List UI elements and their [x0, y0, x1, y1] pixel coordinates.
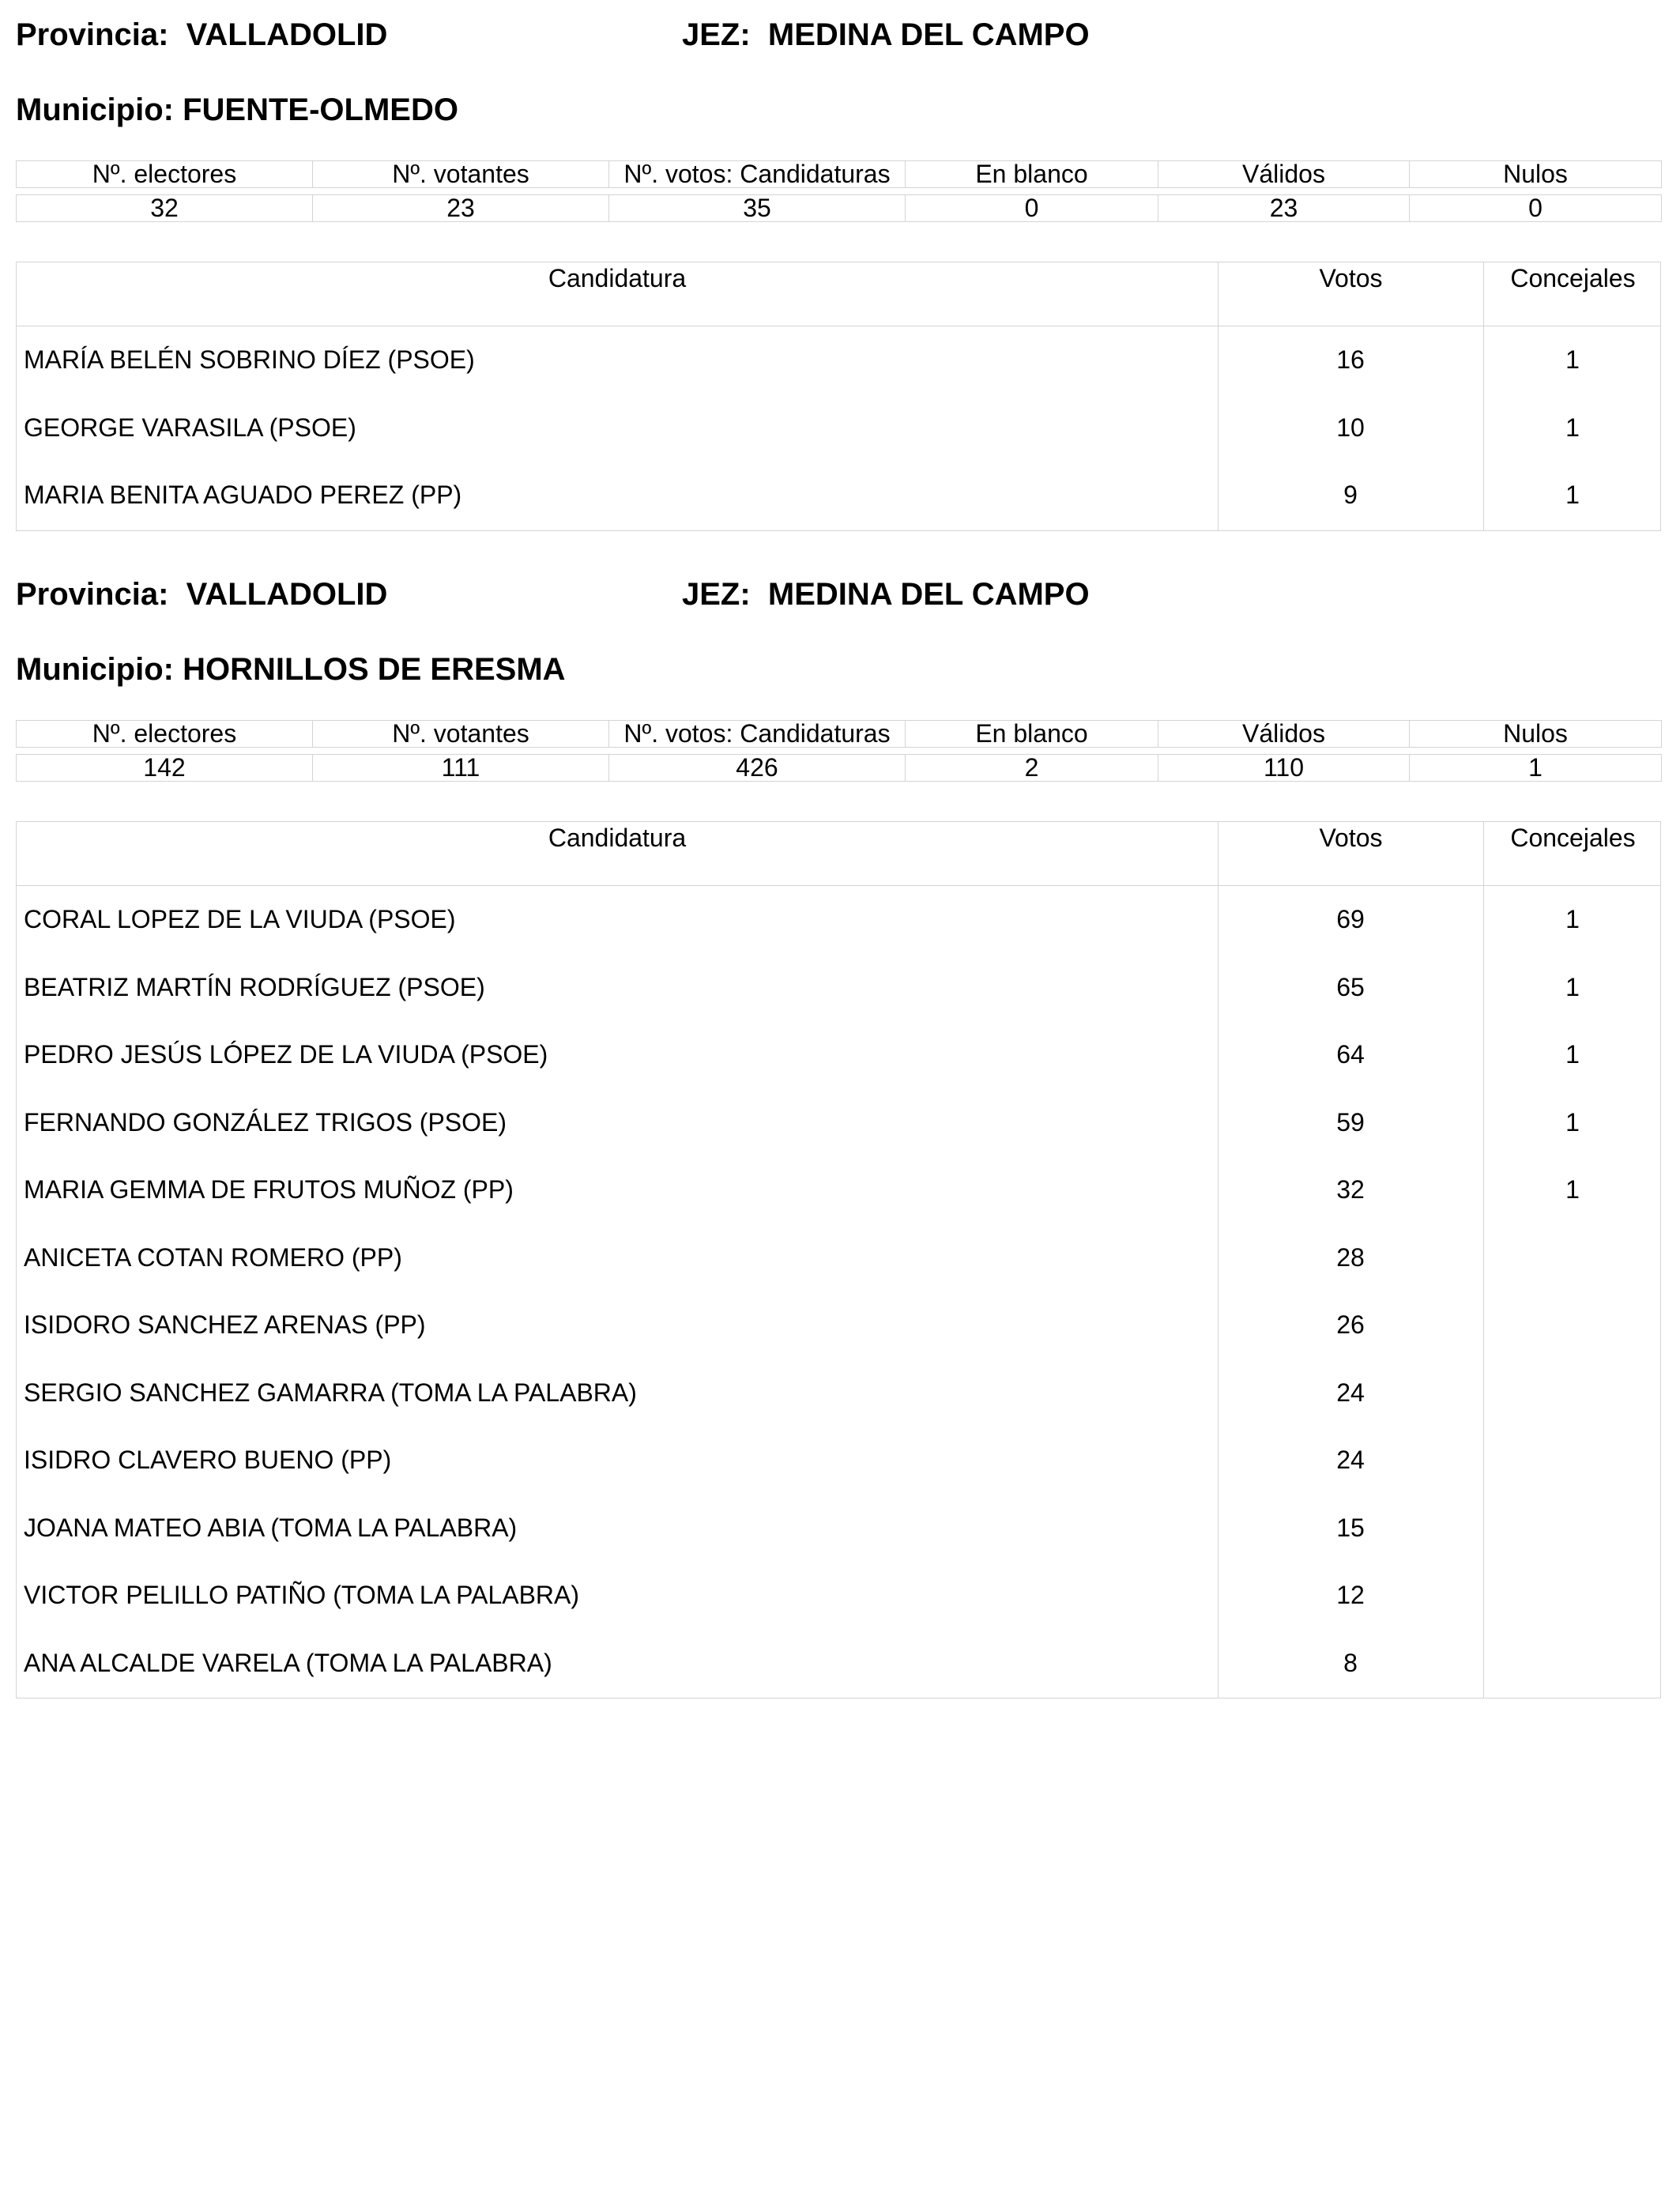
candidate-row	[17, 1630, 1660, 1698]
summary-values-row	[17, 755, 1662, 782]
validos-value: 110	[1158, 755, 1410, 782]
jez-label: JEZ:	[682, 17, 751, 52]
candidate-votes: 9	[1343, 481, 1358, 509]
candidate-name: PEDRO JESÚS LÓPEZ DE LA VIUDA (PSOE)	[24, 1040, 548, 1069]
nulos-header: Nulos	[1410, 161, 1662, 188]
votos-candidaturas-header: Nº. votos: Candidaturas	[609, 161, 906, 188]
provincia-label: Provincia:	[16, 17, 169, 52]
candidate-name: SERGIO SANCHEZ GAMARRA (TOMA LA PALABRA)	[24, 1378, 637, 1407]
candidate-concejales: 1	[1565, 1040, 1580, 1069]
candidate-concejales: 1	[1565, 1107, 1580, 1137]
provincia-value: VALLADOLID	[186, 17, 388, 52]
candidates-table	[16, 821, 1661, 1698]
jez-value: MEDINA DEL CAMPO	[767, 17, 1090, 52]
candidate-votes: 8	[1343, 1648, 1358, 1677]
candidate-votes: 64	[1336, 1040, 1365, 1069]
candidate-concejales	[1483, 1562, 1662, 1630]
votantes-value: 23	[313, 195, 609, 222]
candidate-row	[17, 1495, 1660, 1563]
candidate-row	[17, 326, 1660, 394]
candidate-name: BEATRIZ MARTÍN RODRÍGUEZ (PSOE)	[24, 972, 485, 1001]
candidate-name: VICTOR PELILLO PATIÑO (TOMA LA PALABRA)	[24, 1581, 580, 1609]
provincia-value: VALLADOLID	[186, 577, 388, 612]
summary-header-row	[17, 721, 1662, 748]
summary-stats-table	[16, 720, 1662, 782]
candidate-concejales: 1	[1565, 905, 1580, 933]
concejales-header: Concejales	[1483, 262, 1662, 326]
municipio-label: Municipio:	[16, 92, 174, 127]
electores-header: Nº. electores	[17, 721, 313, 748]
validos-header: Válidos	[1158, 161, 1410, 188]
votantes-header: Nº. votantes	[313, 721, 609, 748]
candidate-votes: 32	[1336, 1175, 1365, 1204]
candidate-votes: 10	[1336, 413, 1365, 442]
candidate-name: ISIDORO SANCHEZ ARENAS (PP)	[24, 1310, 426, 1339]
candidate-name: FERNANDO GONZÁLEZ TRIGOS (PSOE)	[24, 1107, 507, 1137]
en-blanco-header: En blanco	[906, 721, 1158, 748]
votos-header: Votos	[1218, 822, 1483, 885]
provincia-header	[16, 16, 387, 54]
candidate-name: ISIDRO CLAVERO BUENO (PP)	[24, 1446, 392, 1474]
provincia-header	[16, 575, 387, 613]
candidate-concejales: 1	[1565, 413, 1580, 442]
candidate-votes: 12	[1336, 1581, 1365, 1609]
electores-value: 142	[17, 755, 313, 782]
candidates-body	[17, 886, 1660, 1698]
candidate-votes: 69	[1336, 905, 1365, 933]
municipio-header	[16, 91, 458, 129]
candidate-votes: 24	[1336, 1446, 1365, 1474]
candidate-votes: 59	[1336, 1107, 1365, 1137]
candidate-votes: 65	[1336, 972, 1365, 1001]
provincia-label: Provincia:	[16, 577, 169, 612]
jez-label: JEZ:	[682, 577, 751, 612]
jez-header	[682, 16, 1090, 54]
jez-value: MEDINA DEL CAMPO	[767, 577, 1090, 612]
votantes-value: 111	[313, 755, 609, 782]
candidate-votes: 24	[1336, 1378, 1365, 1407]
candidate-concejales: 1	[1565, 481, 1580, 509]
municipio-header	[16, 650, 566, 688]
votos-candidaturas-value: 426	[609, 755, 906, 782]
candidates-header-row	[17, 262, 1660, 326]
candidatura-header: Candidatura	[548, 824, 687, 852]
candidate-row	[17, 1562, 1660, 1630]
candidate-votes: 26	[1336, 1310, 1365, 1339]
candidate-name: MARIA BENITA AGUADO PEREZ (PP)	[24, 481, 462, 509]
candidates-body	[17, 326, 1660, 530]
candidate-concejales	[1483, 1359, 1662, 1427]
candidate-name: ANA ALCALDE VARELA (TOMA LA PALABRA)	[24, 1648, 552, 1677]
electores-header: Nº. electores	[17, 161, 313, 188]
nulos-value: 1	[1410, 755, 1662, 782]
candidate-name: ANICETA COTAN ROMERO (PP)	[24, 1242, 402, 1272]
candidate-concejales: 1	[1565, 972, 1580, 1001]
candidate-concejales	[1483, 1630, 1662, 1698]
candidate-votes: 16	[1336, 345, 1365, 374]
nulos-header: Nulos	[1410, 721, 1662, 748]
jez-header	[682, 575, 1090, 613]
candidate-row	[17, 1089, 1660, 1157]
candidate-row	[17, 886, 1660, 954]
candidates-table	[16, 262, 1661, 531]
candidate-row	[17, 1224, 1660, 1292]
summary-values-row	[17, 195, 1662, 222]
en-blanco-header: En blanco	[906, 161, 1158, 188]
votos-candidaturas-value: 35	[609, 195, 906, 222]
en-blanco-value: 0	[906, 195, 1158, 222]
nulos-value: 0	[1410, 195, 1662, 222]
candidate-row	[17, 954, 1660, 1022]
candidate-concejales	[1483, 1495, 1662, 1563]
candidate-votes: 28	[1336, 1242, 1365, 1272]
candidate-row	[17, 1427, 1660, 1495]
candidate-row	[17, 1021, 1660, 1089]
electores-value: 32	[17, 195, 313, 222]
candidate-votes: 15	[1336, 1513, 1365, 1542]
validos-header: Válidos	[1158, 721, 1410, 748]
votantes-header: Nº. votantes	[313, 161, 609, 188]
concejales-header: Concejales	[1483, 822, 1662, 885]
municipio-value: FUENTE-OLMEDO	[183, 92, 458, 127]
candidate-name: MARÍA BELÉN SOBRINO DÍEZ (PSOE)	[24, 345, 475, 374]
candidate-name: GEORGE VARASILA (PSOE)	[24, 413, 356, 442]
candidate-name: CORAL LOPEZ DE LA VIUDA (PSOE)	[24, 905, 456, 933]
candidate-concejales	[1483, 1291, 1662, 1359]
candidate-name: JOANA MATEO ABIA (TOMA LA PALABRA)	[24, 1513, 518, 1542]
candidate-name: MARIA GEMMA DE FRUTOS MUÑOZ (PP)	[24, 1175, 514, 1204]
candidate-concejales	[1483, 1224, 1662, 1292]
candidate-row	[17, 1156, 1660, 1224]
votos-header: Votos	[1218, 262, 1483, 326]
en-blanco-value: 2	[906, 755, 1158, 782]
summary-header-row	[17, 161, 1662, 188]
candidate-row	[17, 1359, 1660, 1427]
municipio-value: HORNILLOS DE ERESMA	[183, 652, 566, 687]
candidate-row	[17, 1291, 1660, 1359]
candidate-concejales: 1	[1565, 345, 1580, 374]
candidates-header-row	[17, 822, 1660, 886]
votos-candidaturas-header: Nº. votos: Candidaturas	[609, 721, 906, 748]
candidate-concejales: 1	[1565, 1175, 1580, 1204]
summary-stats-table	[16, 160, 1662, 222]
candidatura-header: Candidatura	[548, 264, 687, 292]
candidate-row	[17, 394, 1660, 462]
municipio-label: Municipio:	[16, 652, 174, 687]
validos-value: 23	[1158, 195, 1410, 222]
candidate-concejales	[1483, 1427, 1662, 1495]
candidate-row	[17, 462, 1660, 530]
